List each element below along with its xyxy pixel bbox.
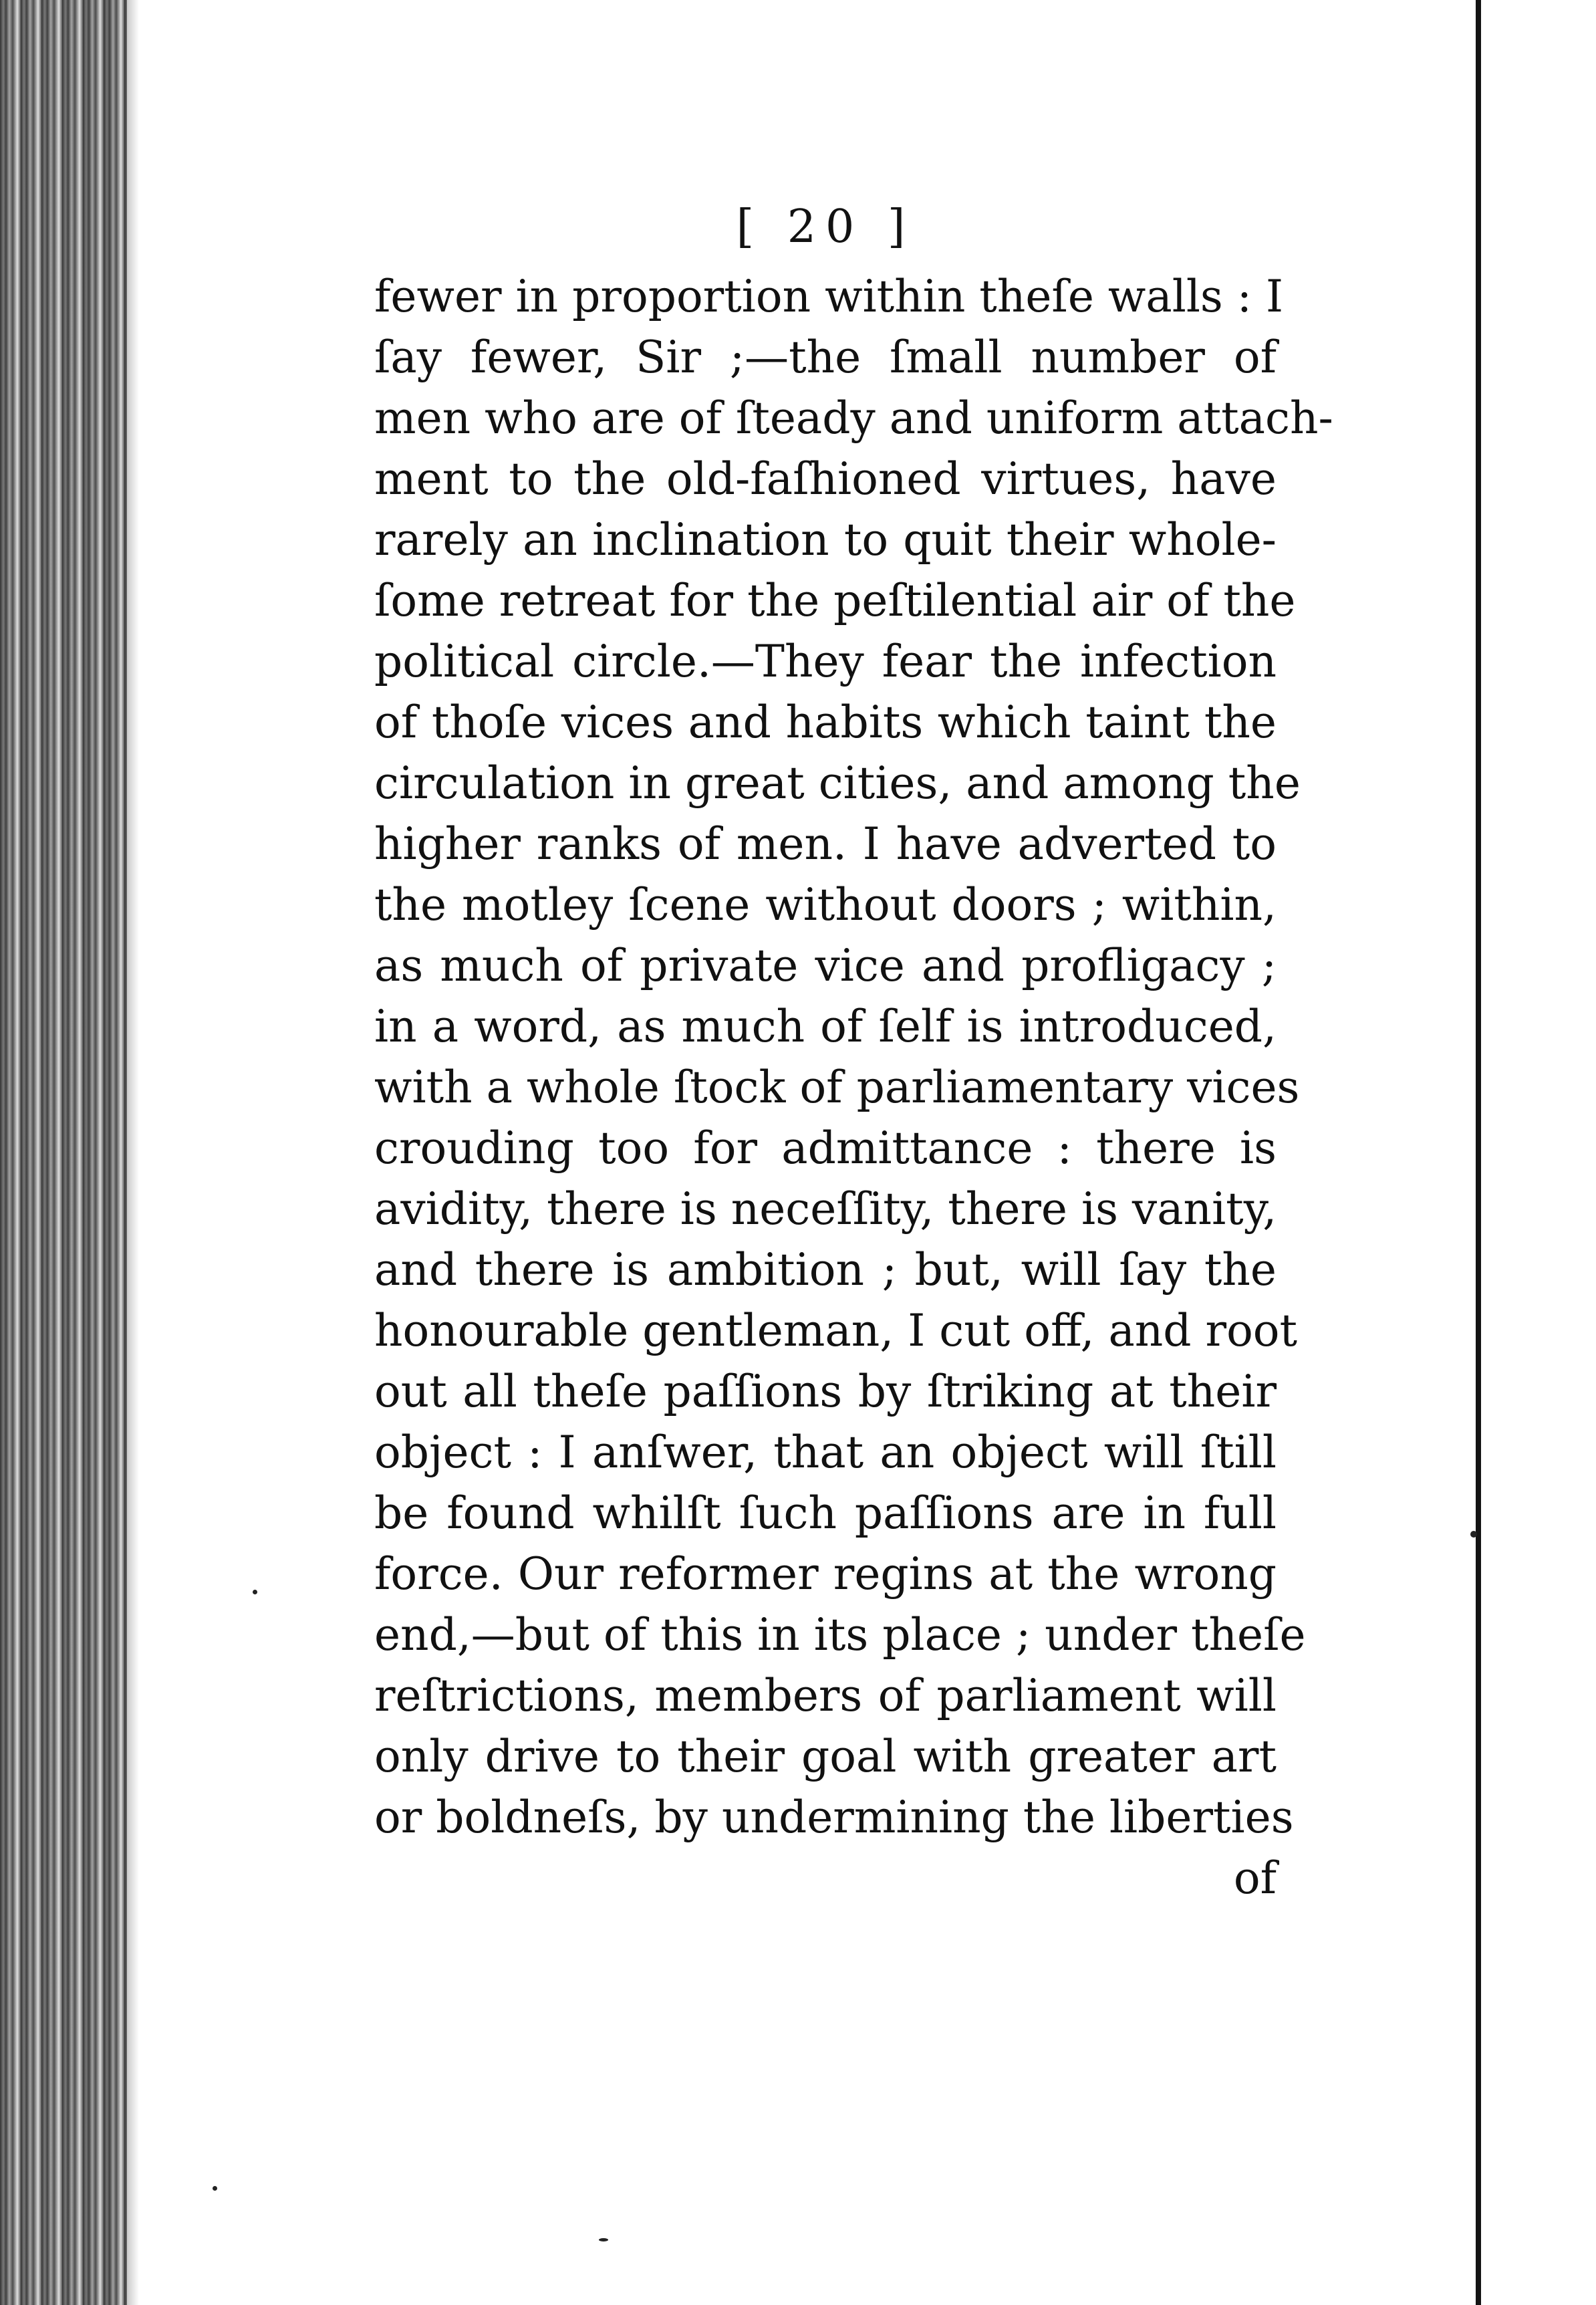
text-line: ment to the old-faſhioned virtues, have [374, 453, 1277, 505]
text-line: only drive to their goal with greater art [374, 1731, 1277, 1782]
text-line: circulation in great cities, and among the [374, 757, 1301, 809]
ink-speck [213, 2186, 217, 2191]
right-margin [1481, 0, 1596, 2305]
text-line: of thoſe vices and habits which taint the [374, 697, 1277, 748]
text-line: out all theſe paſſions by ſtriking at their [374, 1366, 1277, 1417]
page-edge-rule [1476, 0, 1481, 2305]
text-line: and there is ambition ; but, will ſay the [374, 1244, 1277, 1296]
text-line: object : I anſwer, that an object will ſtill [374, 1427, 1277, 1478]
ink-speck [253, 1590, 257, 1594]
text-line: as much of private vice and profligacy ; [374, 940, 1277, 991]
text-line: crouding too for admittance : there is [374, 1122, 1277, 1174]
text-line: men who are of ſteady and uniform attach- [374, 392, 1333, 444]
page-number: [ 20 ] [736, 201, 915, 253]
text-line: avidity, there is neceſſity, there is vanity, [374, 1183, 1277, 1235]
text-line: higher ranks of men. I have adverted to [374, 818, 1277, 870]
book-page [374, 194, 1333, 1909]
text-line: ſay fewer, Sir ;—the ſmall number of [374, 332, 1277, 383]
text-line: or boldneſs, by undermining the liberties [374, 1792, 1294, 1843]
text-line: with a whole ſtock of parliamentary vices [374, 1062, 1300, 1113]
ink-speck [599, 2238, 608, 2241]
text-line: fewer in proportion within theſe walls : I [374, 271, 1284, 322]
text-line: in a word, as much of ſelf is introduced, [374, 1001, 1277, 1052]
text-line: reſtrictions, members of parliament will [374, 1670, 1277, 1721]
text-line: force. Our reformer regins at the wrong [374, 1548, 1277, 1600]
text-line: political circle.—They fear the infection [374, 636, 1277, 687]
text-line: the motley ſcene without doors ; within, [374, 879, 1277, 931]
body-text [374, 266, 1333, 1848]
text-line: rarely an inclination to quit their whole- [374, 514, 1277, 566]
text-line: be found whilſt ſuch paſſions are in full [374, 1487, 1277, 1539]
ink-speck [1470, 1531, 1477, 1538]
scan-binding-edge [0, 0, 127, 2305]
text-line: ſome retreat for the peſtilential air of the [374, 575, 1296, 626]
catchword: of [1233, 1852, 1277, 1904]
text-line: honourable gentleman, I cut off, and root [374, 1305, 1298, 1356]
text-line: end,—but of this in its place ; under theſe [374, 1609, 1306, 1661]
